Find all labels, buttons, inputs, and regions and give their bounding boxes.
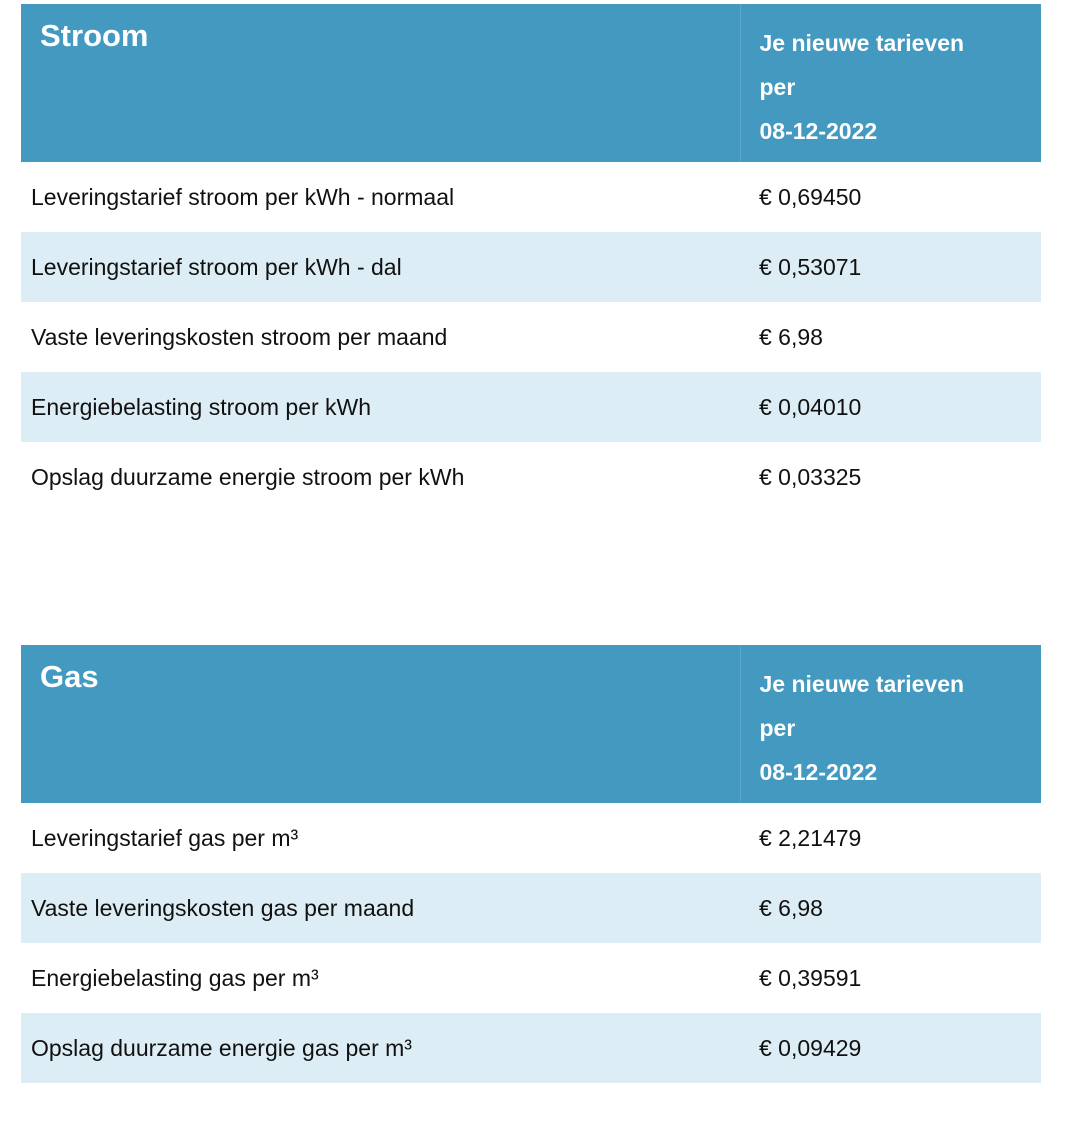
row-value: € 0,69450 — [759, 184, 862, 210]
gas-tariff-table — [21, 645, 1041, 1083]
table-row — [21, 803, 1041, 873]
gas-header-row — [21, 645, 1041, 803]
table-row — [21, 873, 1041, 943]
row-value: € 0,09429 — [740, 1013, 1041, 1083]
row-value: € 0,39591 — [759, 965, 862, 991]
row-label: Energiebelasting gas per m³ — [31, 965, 319, 991]
row-label: Vaste leveringskosten stroom per maand — [31, 324, 448, 350]
stroom-table-title: Stroom — [40, 18, 149, 53]
gas-table-title: Gas — [40, 659, 99, 694]
table-row — [21, 442, 1041, 512]
row-label: Vaste leveringskosten gas per maand — [21, 873, 740, 943]
stroom-title-cell — [21, 4, 740, 162]
table-row — [21, 943, 1041, 1013]
table-row — [21, 162, 1041, 232]
row-value: € 6,98 — [740, 873, 1041, 943]
row-label: Energiebelasting stroom per kWh — [21, 372, 740, 442]
row-value: € 0,53071 — [740, 232, 1041, 302]
table-row — [21, 302, 1041, 372]
row-value: € 6,98 — [759, 324, 823, 350]
row-value: € 0,04010 — [740, 372, 1041, 442]
stroom-tariff-table — [21, 4, 1041, 512]
table-row — [21, 1013, 1041, 1083]
gas-title-cell — [21, 645, 740, 803]
table-row — [21, 372, 1041, 442]
gas-header-line1: Je nieuwe tarieven — [759, 671, 965, 697]
gas-header-date: 08-12-2022 — [759, 759, 878, 785]
row-value: € 0,03325 — [759, 464, 862, 490]
gas-header-line2: per — [759, 715, 796, 741]
row-label: Opslag duurzame energie stroom per kWh — [31, 464, 465, 490]
table-row — [21, 232, 1041, 302]
stroom-header-line1: Je nieuwe tarieven — [759, 30, 965, 56]
stroom-rates-header — [740, 4, 1041, 162]
gas-rates-header — [740, 645, 1041, 803]
row-value: € 2,21479 — [759, 825, 862, 851]
stroom-header-date: 08-12-2022 — [759, 118, 878, 144]
row-label: Leveringstarief stroom per kWh - dal — [21, 232, 740, 302]
row-label: Leveringstarief gas per m³ — [31, 825, 299, 851]
row-label: Leveringstarief stroom per kWh - normaal — [31, 184, 455, 210]
stroom-header-line2: per — [759, 74, 796, 100]
row-label: Opslag duurzame energie gas per m³ — [21, 1013, 740, 1083]
stroom-header-row — [21, 4, 1041, 162]
